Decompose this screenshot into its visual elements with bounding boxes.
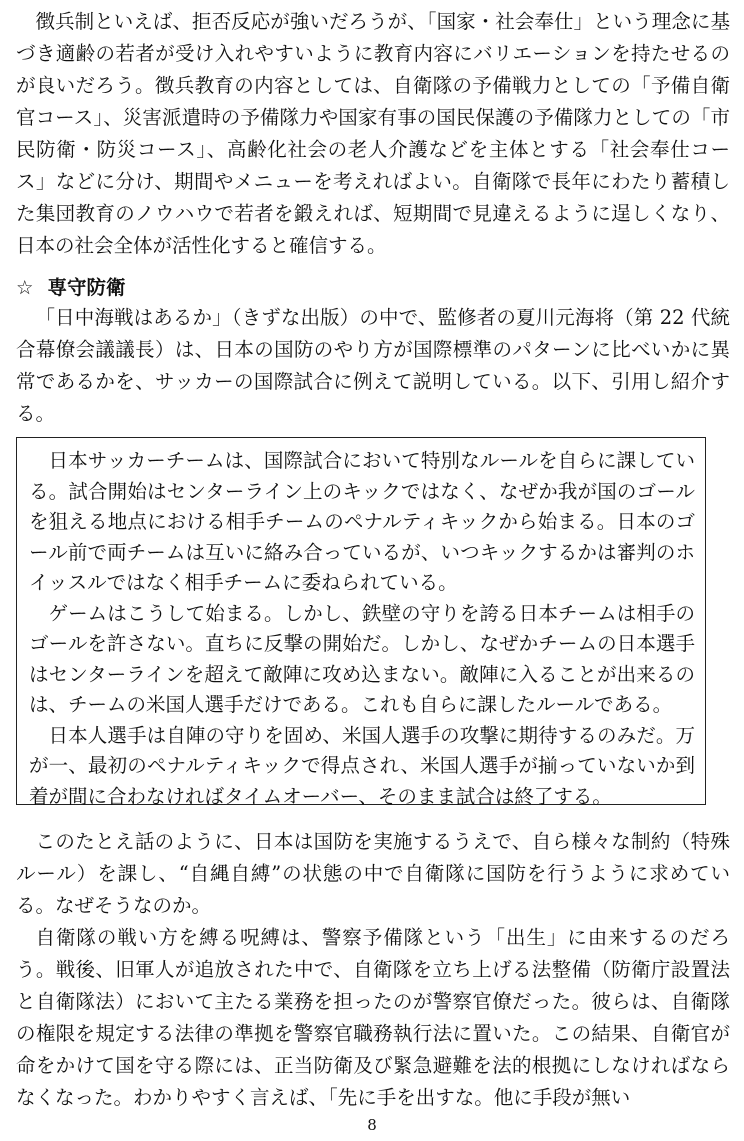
section-heading-title: 専守防衛 xyxy=(47,276,126,299)
section-intro-paragraph: 「日中海戦はあるか」（きずな出版）の中で、監修者の夏川元海将（第 22 代統合幕僚会議議長）は、日本の国防のやり方が国際標準のパターンに比べいかに異常であるかを、サッカーの国際試合に例えて説明している。以下、引用し紹介する。 xyxy=(16,306,730,425)
quotation-box xyxy=(16,437,706,808)
quote-paragraph-3: 日本人選手は自陣の守りを固め、米国人選手の攻撃に期待するのみだ。万が一、最初のペナルティキックで得点され、米国人選手が揃っていないか到着が間に合わなければタイムオーバー、そのまま試合は終了する。 xyxy=(29,723,695,808)
body-section xyxy=(16,826,730,1114)
body-paragraph-2: 自衛隊の戦い方を縛る呪縛は、警察予備隊という「出生」に由来するのだろう。戦後、旧軍人が追放された中で、自衛隊を立ち上げる法整備（防衛庁設置法と自衛隊法）において主たる業務を担ったのが警察官僚だった。彼らは、自衛隊の権限を規定する法律の準拠を警察官職務執行法に置いた。この結果、自衛官が命をかけて国を守る際には、正当防衛及び緊急避難を法的根拠にしなければならなくなった。わかりやすく言えば、「先に手を出すな。他に手段が無い xyxy=(16,926,730,1109)
section-heading xyxy=(16,272,730,304)
section-intro xyxy=(16,302,730,430)
page-number: 8 xyxy=(367,1116,377,1134)
intro-paragraph: 徴兵制といえば、拒否反応が強いだろうが、「国家・社会奉仕」という理念に基づき適齢の若者が受け入れやすいように教育内容にバリエーションを持たせるのが良いだろう。徴兵教育の内容としては、自衛隊の予備戦力としての「予備自衛官コース」、災害派遣時の予備隊力や国家有事の国民保護の予備隊力としての「市民防衛・防災コース」、高齢化社会の老人介護などを主体とする「社会奉仕コース」などに分け、期間やメニューを考えればよい。自衛隊で長年にわたり蓄積した集団教育のノウハウで若者を鍛えれば、短期間で見違えるように逞しくなり、日本の社会全体が活性化すると確信する。 xyxy=(16,10,730,257)
quote-paragraph-2: ゲームはこうして始まる。しかし、鉄壁の守りを誇る日本チームは相手のゴールを許さない。直ちに反撃の開始だ。しかし、なぜかチームの日本選手はセンターラインを超えて敵陣に攻め込まない。敵陣に入ることが出来るのは、チームの米国人選手だけである。これも自らに課したルールである。 xyxy=(29,601,695,716)
star-icon: ☆ xyxy=(16,276,34,299)
intro-section xyxy=(16,6,730,262)
quote-paragraph-1: 日本サッカーチームは、国際試合において特別なルールを自らに課している。試合開始はセンターライン上のキックではなく、なぜか我が国のゴールを狙える地点における相手チームのペナルティキックから始まる。日本のゴール前で両チームは互いに絡み合っているが、いつキックするかは審判のホイッスルではなく相手チームに委ねられている。 xyxy=(29,449,695,594)
body-paragraph-1: このたとえ話のように、日本は国防を実施するうえで、自ら様々な制約（特殊ルール）を課し、“自縄自縛”の状態の中で自衛隊に国防を行うように求めている。なぜそうなのか。 xyxy=(16,830,730,917)
